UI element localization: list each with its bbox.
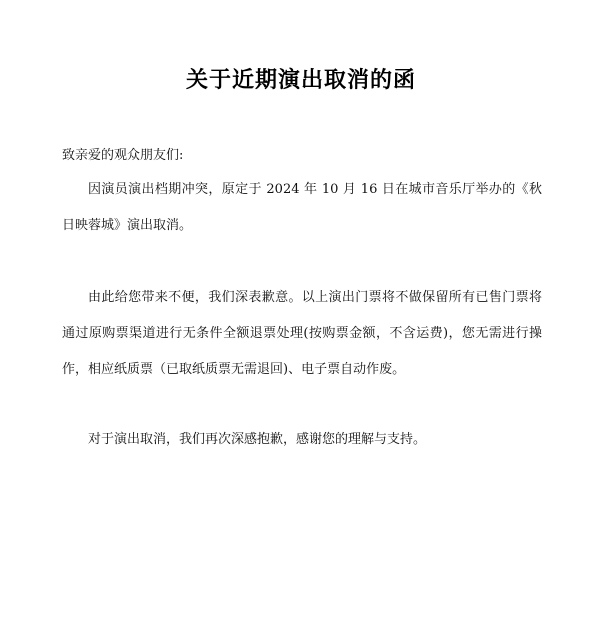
paragraph-closing-apology: 对于演出取消，我们再次深感抱歉，感谢您的理解与支持。 xyxy=(88,432,427,447)
paragraph-refund-details: 由此给您带来不便，我们深表歉意。以上演出门票将不做保留所有已售门票将通过原购票渠道进行无条件全额退票处理(按购票金额，不含运费)，您无需进行操作，相应纸质票（已取纸质票无需退回)、电子票自动作废。 xyxy=(62,290,542,377)
letter-title: 关于近期演出取消的函 xyxy=(185,68,416,93)
paragraph-cancellation-notice: 因演员演出档期冲突，原定于 2024 年 10 月 16 日在城市音乐厅举办的《秋日映蓉城》演出取消。 xyxy=(62,182,542,233)
salutation: 致亲爱的观众朋友们: xyxy=(62,148,184,163)
